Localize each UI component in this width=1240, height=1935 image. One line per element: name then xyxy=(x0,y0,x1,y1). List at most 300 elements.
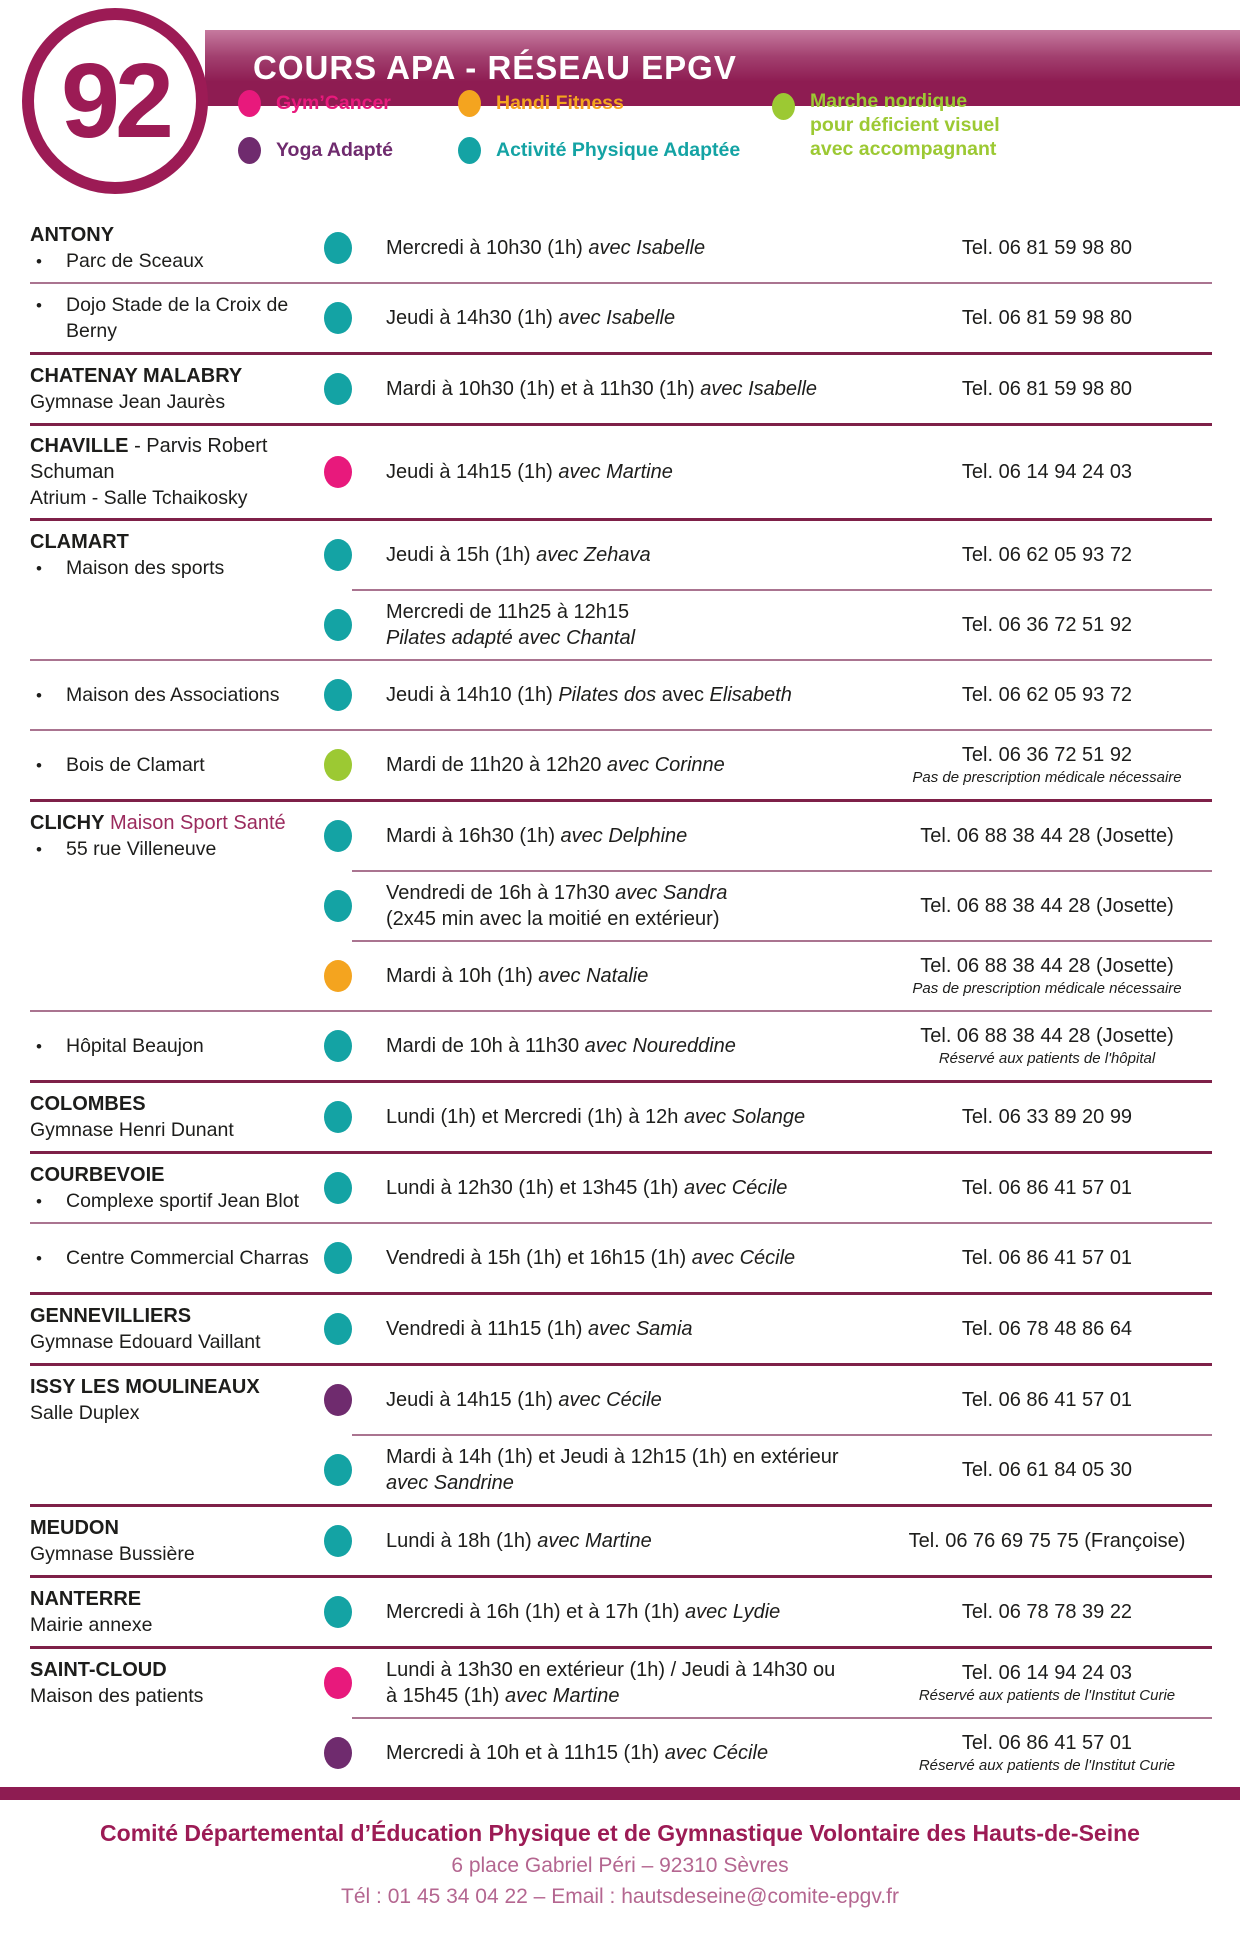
activity-dot-cell xyxy=(322,890,386,922)
phone-number: Tel. 06 14 94 24 03 xyxy=(961,460,1133,483)
phone-cell xyxy=(882,1025,1212,1067)
activity-dot-cell xyxy=(322,1454,386,1486)
location-title xyxy=(30,1586,322,1612)
activity-dot xyxy=(324,1313,352,1345)
activity-dot-cell xyxy=(322,679,386,711)
schedule-cell xyxy=(386,963,882,990)
phone-note: Réservé aux patients de l'Institut Curie xyxy=(918,1687,1176,1705)
schedule-cell xyxy=(386,1245,882,1272)
activity-dot xyxy=(324,232,352,264)
schedule-line xyxy=(386,682,874,709)
schedule-cell xyxy=(386,1033,882,1060)
schedule-cell xyxy=(386,542,882,569)
activity-dot-cell xyxy=(322,1525,386,1557)
schedule-text: avec xyxy=(656,683,710,706)
city-name: CHATENAY MALABRY xyxy=(30,364,243,387)
city-name: MEUDON xyxy=(30,1517,119,1540)
phone-number: Tel. 06 78 48 86 64 xyxy=(961,1317,1133,1340)
activity-dot xyxy=(324,820,352,852)
schedule-text: avec Cécile xyxy=(684,1176,788,1199)
venue-line xyxy=(30,752,322,778)
venue-text: Hôpital Beaujon xyxy=(66,1035,204,1058)
venue-text: Salle Duplex xyxy=(30,1402,140,1425)
schedule-text: avec Zehava xyxy=(536,543,651,566)
location-cell xyxy=(30,1657,322,1709)
activity-dot xyxy=(324,749,352,781)
location-cell xyxy=(30,529,322,581)
schedule-cell xyxy=(386,376,882,403)
table-row xyxy=(30,1154,1212,1222)
activity-dot-cell xyxy=(322,1313,386,1345)
schedule-cell xyxy=(386,1387,882,1414)
footer-organization: Comité Départemental d’Éducation Physique et de Gymnastique Volontaire des Hauts-de-Seine xyxy=(100,1820,1140,1847)
activity-dot-cell xyxy=(322,302,386,334)
location-cell xyxy=(30,1303,322,1355)
venue-line xyxy=(30,836,322,862)
footer xyxy=(0,1787,1240,1935)
phone-number: Tel. 06 76 69 75 75 (Françoise) xyxy=(908,1529,1186,1552)
activity-dot xyxy=(324,1454,352,1486)
table-row xyxy=(30,1649,1212,1717)
activity-dot xyxy=(324,1667,352,1699)
venue-text: Parc de Sceaux xyxy=(66,249,204,272)
schedule-line xyxy=(386,1683,874,1710)
activity-dot-cell xyxy=(322,456,386,488)
location-cell xyxy=(30,1091,322,1143)
schedule-text: Lundi à 13h30 en extérieur (1h) / Jeudi à 14h30 ou xyxy=(386,1658,836,1681)
venue-line xyxy=(30,1400,322,1426)
schedule-text: Vendredi à 11h15 (1h) xyxy=(386,1317,589,1340)
phone-number: Tel. 06 86 41 57 01 xyxy=(961,1732,1133,1755)
location-title xyxy=(30,810,322,836)
phone-cell xyxy=(882,895,1212,918)
phone-number: Tel. 06 86 41 57 01 xyxy=(961,1176,1133,1199)
venue-line xyxy=(30,555,322,581)
schedule-text: avec Isabelle xyxy=(558,306,676,329)
city-name: CLAMART xyxy=(30,531,129,554)
schedule-cell xyxy=(386,1657,882,1711)
activity-dot xyxy=(324,1737,352,1769)
bullet: • xyxy=(36,1192,42,1212)
activity-dot xyxy=(238,90,261,117)
venue-text: Mairie annexe xyxy=(30,1614,153,1637)
activity-dot-cell xyxy=(322,749,386,781)
activity-dot xyxy=(324,679,352,711)
phone-cell xyxy=(882,744,1212,786)
phone-note: Réservé aux patients de l'Institut Curie xyxy=(918,1757,1176,1775)
schedule-line xyxy=(386,376,874,403)
location-title xyxy=(30,1374,322,1400)
location-title xyxy=(30,1162,322,1188)
venue-text: Dojo Stade de la Croix de Berny xyxy=(66,293,289,342)
phone-note: Pas de prescription médicale nécessaire xyxy=(912,980,1182,998)
activity-dot xyxy=(458,137,481,164)
schedule-text: avec Sandra xyxy=(615,881,728,904)
table-row xyxy=(30,661,1212,729)
footer-contact: Tél : 01 45 34 04 22 – Email : hautsdeseine@comite-epgv.fr xyxy=(341,1885,899,1909)
legend-col-3 xyxy=(772,90,1000,161)
table-row xyxy=(30,591,1212,659)
table-row xyxy=(30,1436,1212,1504)
location-cell xyxy=(30,1586,322,1638)
bullet: • xyxy=(36,1249,42,1269)
schedule-text: avec Delphine xyxy=(560,824,688,847)
phone-cell xyxy=(882,1530,1212,1553)
location-title xyxy=(30,363,322,389)
schedule-text: avec Lydie xyxy=(685,1600,781,1623)
venue-text: Gymnase Edouard Vaillant xyxy=(30,1331,261,1354)
location-cell xyxy=(30,222,322,274)
activity-dot xyxy=(324,960,352,992)
legend-label: Marche nordique pour déficient visuel avec accompagnant xyxy=(810,90,1000,160)
schedule-text: Lundi à 18h (1h) xyxy=(386,1529,538,1552)
location-title xyxy=(30,529,322,555)
location-cell xyxy=(30,292,322,345)
table-row xyxy=(30,284,1212,352)
schedule-cell xyxy=(386,1175,882,1202)
schedule-cell xyxy=(386,682,882,709)
legend-col-2 xyxy=(458,90,740,164)
venue-text: 55 rue Villeneuve xyxy=(66,838,217,861)
header xyxy=(0,0,1240,214)
venue-line xyxy=(30,389,322,415)
venue-line xyxy=(30,1033,322,1059)
venue-line xyxy=(30,682,322,708)
schedule-text: Mercredi à 16h (1h) et à 17h (1h) xyxy=(386,1600,686,1623)
schedule-text: Jeudi à 15h (1h) xyxy=(386,543,537,566)
phone-cell xyxy=(882,684,1212,707)
phone-number: Tel. 06 33 89 20 99 xyxy=(961,1105,1133,1128)
schedule-line xyxy=(386,1657,874,1684)
venue-text: Gymnase Henri Dunant xyxy=(30,1119,234,1142)
location-title xyxy=(30,433,322,485)
phone-number: Tel. 06 88 38 44 28 (Josette) xyxy=(920,824,1174,847)
activity-dot xyxy=(324,1596,352,1628)
schedule-text: Vendredi de 16h à 17h30 xyxy=(386,881,616,904)
venue-line xyxy=(30,1245,322,1271)
phone-cell xyxy=(882,307,1212,330)
schedule-text: avec Corinne xyxy=(606,753,725,776)
phone-note: Réservé aux patients de l'hôpital xyxy=(938,1050,1156,1068)
schedule-text: Jeudi à 14h10 (1h) xyxy=(386,683,559,706)
table-row xyxy=(30,1719,1212,1787)
schedule-text: Mardi de 10h à 11h30 xyxy=(386,1034,585,1057)
schedule-line xyxy=(386,752,874,779)
venue-line xyxy=(30,1117,322,1143)
schedule-text: avec Isabelle xyxy=(700,377,818,400)
schedule-cell xyxy=(386,880,882,934)
table-row xyxy=(30,731,1212,799)
venue-line xyxy=(30,1188,322,1214)
city-name: SAINT-CLOUD xyxy=(30,1659,167,1682)
activity-dot xyxy=(324,1101,352,1133)
schedule-line xyxy=(386,1470,874,1497)
bullet: • xyxy=(36,559,42,579)
city-name: CLICHY xyxy=(30,812,105,835)
activity-dot-cell xyxy=(322,1737,386,1769)
activity-dot-cell xyxy=(322,609,386,641)
schedule-text: Jeudi à 14h30 (1h) xyxy=(386,306,559,329)
activity-dot-cell xyxy=(322,1030,386,1062)
schedule-text: avec Noureddine xyxy=(584,1034,736,1057)
bullet: • xyxy=(36,251,42,271)
schedule-line xyxy=(386,1444,874,1471)
location-title xyxy=(30,222,322,248)
phone-cell xyxy=(882,825,1212,848)
phone-number: Tel. 06 86 41 57 01 xyxy=(961,1388,1133,1411)
table-row xyxy=(30,1083,1212,1151)
schedule-line xyxy=(386,1316,874,1343)
location-cell xyxy=(30,363,322,415)
table-row xyxy=(30,872,1212,940)
activity-dot-cell xyxy=(322,539,386,571)
activity-dot xyxy=(324,1030,352,1062)
page-title: COURS APA - RÉSEAU EPGV xyxy=(253,49,737,86)
activity-dot-cell xyxy=(322,960,386,992)
phone-number: Tel. 06 88 38 44 28 (Josette) xyxy=(920,955,1174,978)
phone-number: Tel. 06 81 59 98 80 xyxy=(961,236,1133,259)
schedule-text: Pilates adapté avec Chantal xyxy=(386,627,636,650)
activity-dot xyxy=(324,373,352,405)
schedule-line xyxy=(386,599,874,626)
department-badge xyxy=(22,8,208,194)
schedule-line xyxy=(386,1033,874,1060)
venue-text: Atrium - Salle Tchaikosky xyxy=(30,487,248,509)
activity-dot-cell xyxy=(322,373,386,405)
venue-line xyxy=(30,1329,322,1355)
activity-dot-cell xyxy=(322,1667,386,1699)
schedule-text: avec Martine xyxy=(537,1529,652,1552)
schedule-line xyxy=(386,1387,874,1414)
schedule-text: avec Samia xyxy=(588,1317,693,1340)
legend-item xyxy=(238,90,393,117)
schedule-text: Lundi à 12h30 (1h) et 13h45 (1h) xyxy=(386,1176,684,1199)
location-title xyxy=(30,1091,322,1117)
activity-dot-cell xyxy=(322,1172,386,1204)
phone-cell xyxy=(882,237,1212,260)
schedule-text: Jeudi à 14h15 (1h) xyxy=(386,460,559,483)
schedule-cell xyxy=(386,1528,882,1555)
schedule-line xyxy=(386,235,874,262)
activity-dot-cell xyxy=(322,820,386,852)
schedule-cell xyxy=(386,235,882,262)
legend-label: Activité Physique Adaptée xyxy=(496,138,741,161)
legend-item xyxy=(772,90,1000,161)
phone-number: Tel. 06 14 94 24 03 xyxy=(961,1662,1133,1685)
schedule-text: avec Sandrine xyxy=(386,1472,514,1495)
schedule-text: Mardi à 10h (1h) xyxy=(386,964,539,987)
activity-dot xyxy=(324,456,352,488)
activity-dot-cell xyxy=(322,1101,386,1133)
schedule-text: avec Solange xyxy=(683,1105,806,1128)
phone-note: Pas de prescription médicale nécessaire xyxy=(912,769,1182,787)
venue-text: Maison des Associations xyxy=(66,684,280,707)
schedule-text: Lundi (1h) et Mercredi (1h) à 12h xyxy=(386,1105,684,1128)
activity-dot xyxy=(324,1384,352,1416)
phone-cell xyxy=(882,614,1212,637)
table-row xyxy=(30,942,1212,1010)
schedule-cell xyxy=(386,1104,882,1131)
schedule-text: (2x45 min avec la moitié en extérieur) xyxy=(386,908,720,931)
schedule-text: avec Martine xyxy=(558,460,673,483)
city-name: COURBEVOIE xyxy=(30,1164,165,1187)
phone-number: Tel. 06 62 05 93 72 xyxy=(961,683,1133,706)
phone-cell xyxy=(882,1601,1212,1624)
phone-number: Tel. 06 36 72 51 92 xyxy=(961,613,1133,636)
venue-text: Bois de Clamart xyxy=(66,754,205,777)
venue-text: Maison des sports xyxy=(66,557,225,580)
schedule-cell xyxy=(386,305,882,332)
schedule-line xyxy=(386,542,874,569)
table-row xyxy=(30,214,1212,282)
schedule-text: Mardi à 16h30 (1h) xyxy=(386,824,561,847)
schedule-line xyxy=(386,1245,874,1272)
phone-number: Tel. 06 36 72 51 92 xyxy=(961,744,1133,767)
phone-cell xyxy=(882,1732,1212,1774)
activity-dot xyxy=(324,302,352,334)
schedule-text: Elisabeth xyxy=(709,683,792,706)
table-row xyxy=(30,426,1212,518)
phone-number: Tel. 06 78 78 39 22 xyxy=(961,1600,1133,1623)
activity-dot xyxy=(238,137,261,164)
schedule-text: avec Cécile xyxy=(691,1246,796,1269)
city-name: NANTERRE xyxy=(30,1588,142,1611)
schedule-text: avec Cécile xyxy=(558,1388,662,1411)
bullet: • xyxy=(36,840,42,860)
schedule-line xyxy=(386,880,874,907)
activity-dot-cell xyxy=(322,1596,386,1628)
phone-number: Tel. 06 88 38 44 28 (Josette) xyxy=(920,894,1174,917)
table-row xyxy=(30,1366,1212,1434)
schedule-text: Mardi à 10h30 (1h) et à 11h30 (1h) xyxy=(386,377,701,400)
city-name: ANTONY xyxy=(30,223,115,246)
schedule-table xyxy=(30,214,1212,1787)
schedule-line xyxy=(386,459,874,486)
venue-text: Gymnase Jean Jaurès xyxy=(30,390,226,413)
legend-label: Gym’Cancer xyxy=(276,91,391,114)
city-name: CHAVILLE xyxy=(30,435,129,457)
location-cell xyxy=(30,1162,322,1214)
schedule-cell xyxy=(386,459,882,486)
table-row xyxy=(30,1507,1212,1575)
schedule-line xyxy=(386,1599,874,1626)
venue-line xyxy=(30,292,322,345)
venue-line xyxy=(30,1541,322,1567)
activity-dot-cell xyxy=(322,232,386,264)
footer-address: 6 place Gabriel Péri – 92310 Sèvres xyxy=(451,1854,789,1878)
legend-col-1 xyxy=(238,90,393,164)
phone-cell xyxy=(882,1662,1212,1704)
phone-number: Tel. 06 81 59 98 80 xyxy=(961,306,1133,329)
location-cell xyxy=(30,1515,322,1567)
phone-cell xyxy=(882,955,1212,997)
schedule-line xyxy=(386,625,874,652)
table-row xyxy=(30,1578,1212,1646)
venue-text: Complexe sportif Jean Blot xyxy=(66,1190,300,1213)
phone-number: Tel. 06 62 05 93 72 xyxy=(961,543,1133,566)
bullet: • xyxy=(36,1037,42,1057)
location-cell xyxy=(30,1033,322,1059)
venue-text: Centre Commercial Charras xyxy=(66,1247,309,1270)
schedule-text: Mercredi de 11h25 à 12h15 xyxy=(386,600,630,623)
venue-line xyxy=(30,248,322,274)
venue-text: Gymnase Bussière xyxy=(30,1543,195,1566)
phone-number: Tel. 06 88 38 44 28 (Josette) xyxy=(920,1025,1174,1048)
city-name: COLOMBES xyxy=(30,1093,146,1116)
table-row xyxy=(30,355,1212,423)
schedule-text: avec Isabelle xyxy=(588,236,706,259)
bullet: • xyxy=(36,295,42,315)
schedule-cell xyxy=(386,1316,882,1343)
location-title xyxy=(30,1303,322,1329)
phone-number: Tel. 06 61 84 05 30 xyxy=(961,1458,1133,1481)
activity-dot xyxy=(324,1172,352,1204)
activity-dot xyxy=(324,539,352,571)
location-cell xyxy=(30,1374,322,1426)
activity-dot-cell xyxy=(322,1242,386,1274)
schedule-text: à 15h45 (1h) xyxy=(386,1685,505,1708)
city-name: ISSY LES MOULINEAUX xyxy=(30,1376,260,1399)
schedule-text: Mercredi à 10h et à 11h15 (1h) xyxy=(386,1741,665,1764)
phone-cell xyxy=(882,1459,1212,1482)
legend-item xyxy=(238,137,393,164)
legend-item xyxy=(458,90,740,117)
phone-number: Tel. 06 81 59 98 80 xyxy=(961,377,1133,400)
table-row xyxy=(30,802,1212,870)
bullet: • xyxy=(36,686,42,706)
phone-cell xyxy=(882,544,1212,567)
schedule-line xyxy=(386,1528,874,1555)
activity-dot xyxy=(324,1242,352,1274)
schedule-text: Pilates dos xyxy=(558,683,657,706)
schedule-line xyxy=(386,963,874,990)
schedule-line xyxy=(386,823,874,850)
phone-cell xyxy=(882,1318,1212,1341)
location-subtitle: Maison Sport Santé xyxy=(104,812,286,835)
schedule-text: Vendredi à 15h (1h) et 16h15 (1h) xyxy=(386,1246,692,1269)
legend-label: Yoga Adapté xyxy=(276,138,394,161)
location-cell xyxy=(30,682,322,708)
schedule-line xyxy=(386,906,874,933)
table-row xyxy=(30,1224,1212,1292)
location-cell xyxy=(30,810,322,862)
phone-cell xyxy=(882,378,1212,401)
schedule-text: avec Cécile xyxy=(664,1741,769,1764)
location-cell xyxy=(30,433,322,511)
schedule-cell xyxy=(386,752,882,779)
schedule-cell xyxy=(386,1740,882,1767)
venue-line xyxy=(30,1612,322,1638)
schedule-text: Jeudi à 14h15 (1h) xyxy=(386,1388,559,1411)
phone-number: Tel. 06 86 41 57 01 xyxy=(961,1246,1133,1269)
activity-dot xyxy=(324,1525,352,1557)
schedule-cell xyxy=(386,1599,882,1626)
location-subtitle: - Parvis Robert Schuman xyxy=(30,435,268,483)
venue-line xyxy=(30,1683,322,1709)
phone-cell xyxy=(882,1106,1212,1129)
phone-cell xyxy=(882,1177,1212,1200)
table-row xyxy=(30,521,1212,589)
location-title xyxy=(30,1515,322,1541)
schedule-text: Mardi à 14h (1h) et Jeudi à 12h15 (1h) en extérieur xyxy=(386,1445,839,1468)
bullet: • xyxy=(36,756,42,776)
phone-cell xyxy=(882,461,1212,484)
schedule-text: avec Martine xyxy=(504,1685,620,1708)
department-number: 92 xyxy=(61,42,169,160)
venue-text: Maison des patients xyxy=(30,1685,204,1708)
activity-dot xyxy=(458,90,481,117)
activity-dot xyxy=(324,890,352,922)
